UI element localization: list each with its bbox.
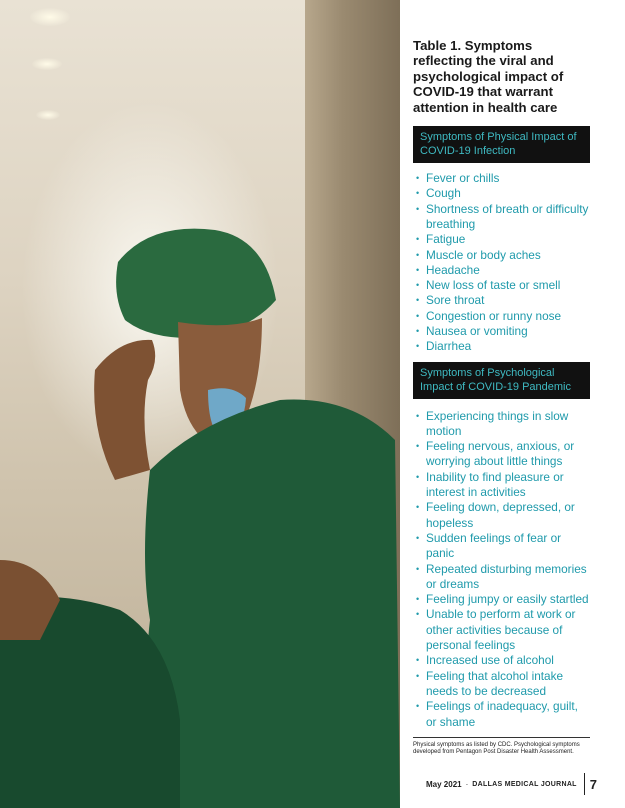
psychological-symptoms-list bbox=[413, 409, 590, 730]
list-item: • Muscle or body aches bbox=[413, 248, 590, 263]
list-item: • Headache bbox=[413, 263, 590, 278]
journal-name: DALLAS MEDICAL JOURNAL bbox=[472, 780, 577, 788]
list-item: • Feeling down, depressed, or hopeless bbox=[413, 500, 590, 531]
list-item: • Congestion or runny nose bbox=[413, 309, 590, 324]
list-item: • Repeated disturbing memories or dreams bbox=[413, 562, 590, 593]
table-title: Table 1. Symptoms reflecting the viral and psychological impact of COVID-19 that warrant attention in health care bbox=[413, 38, 564, 115]
table-footnote: Physical symptoms as listed by CDC. Psychological symptoms developed from Pentagon Post Disaster Health Assessment. bbox=[413, 741, 580, 756]
footnote-divider bbox=[413, 737, 590, 738]
list-item: • Diarrhea bbox=[413, 339, 590, 354]
list-item: • Feelings of inadequacy, guilt, or shame bbox=[413, 699, 590, 730]
list-item: • Inability to find pleasure or interest in activities bbox=[413, 470, 590, 501]
list-item: • Nausea or vomiting bbox=[413, 324, 590, 339]
list-item: • Fever or chills bbox=[413, 171, 590, 186]
list-item: • Feeling that alcohol intake needs to be decreased bbox=[413, 669, 590, 700]
physical-symptoms-list bbox=[413, 171, 590, 355]
list-item: • Sudden feelings of fear or panic bbox=[413, 531, 590, 562]
list-item: • Cough bbox=[413, 186, 590, 201]
psychological-symptoms-header: Symptoms of Psychological Impact of COVID-19 Pandemic bbox=[413, 362, 590, 399]
footer-separator: · bbox=[465, 779, 469, 789]
list-item: • Fatigue bbox=[413, 232, 590, 247]
list-item: • Experiencing things in slow motion bbox=[413, 409, 590, 440]
footer-divider bbox=[584, 773, 585, 795]
list-item: • Shortness of breath or difficulty breathing bbox=[413, 202, 590, 233]
list-item: • Unable to perform at work or other activities because of personal feelings bbox=[413, 607, 590, 653]
list-item: • Increased use of alcohol bbox=[413, 653, 590, 668]
list-item: • Sore throat bbox=[413, 293, 590, 308]
physical-symptoms-header: Symptoms of Physical Impact of COVID-19 Infection bbox=[413, 126, 590, 163]
page-footer bbox=[426, 774, 597, 794]
issue-date: May 2021 bbox=[426, 779, 462, 789]
symptoms-table bbox=[413, 38, 590, 756]
list-item: • New loss of taste or smell bbox=[413, 278, 590, 293]
page-number: 7 bbox=[589, 776, 597, 792]
list-item: • Feeling jumpy or easily startled bbox=[413, 592, 590, 607]
list-item: • Feeling nervous, anxious, or worrying about little things bbox=[413, 439, 590, 470]
